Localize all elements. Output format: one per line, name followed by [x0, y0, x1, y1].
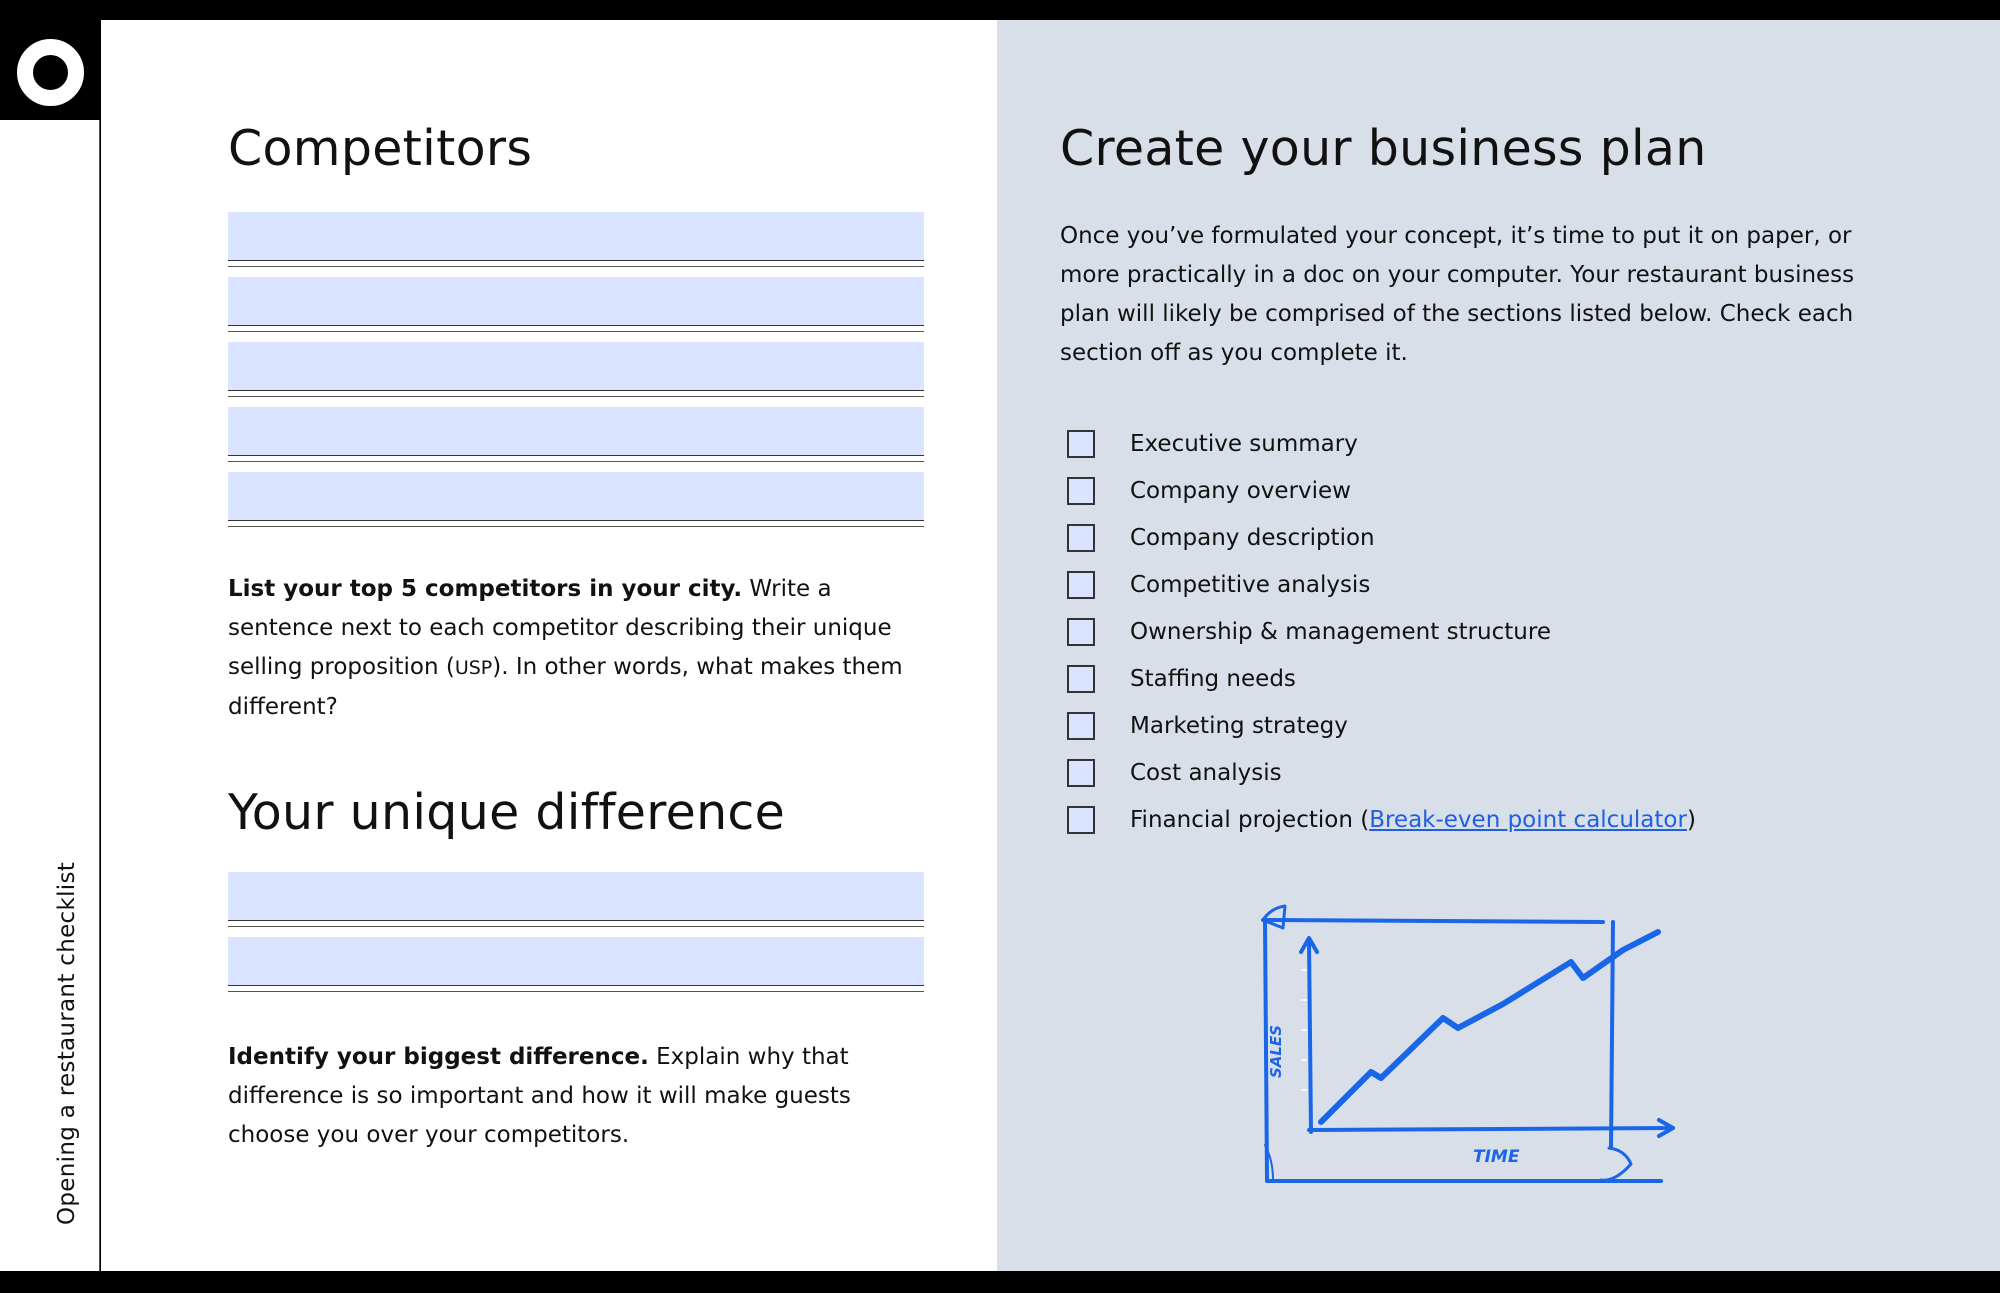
checklist-item: [1067, 514, 1696, 561]
checklist-item: [1067, 420, 1696, 467]
checkbox[interactable]: [1067, 618, 1095, 646]
business-plan-heading: Create your business plan: [1060, 120, 1707, 177]
competitor-field-1[interactable]: [228, 212, 924, 261]
unique-difference-heading: Your unique difference: [228, 784, 786, 841]
checklist-item-label: Staffing needs: [1130, 665, 1296, 692]
checkbox[interactable]: [1067, 712, 1095, 740]
checklist-item-label: Ownership & management structure: [1130, 618, 1551, 645]
checklist-item-label: Executive summary: [1130, 430, 1358, 457]
difference-instruction-text: Explain why that difference is so important and how it will make guests choose you over your competitors.: [228, 1044, 851, 1148]
document-title-vertical: Opening a restaurant checklist: [54, 861, 80, 1225]
checkbox[interactable]: [1067, 806, 1095, 834]
competitors-instruction-text-1: Write a sentence next to each competitor describing their unique selling proposition (: [228, 576, 892, 680]
x-axis: [1309, 1128, 1673, 1130]
checklist-item: [1067, 608, 1696, 655]
checklist-item-label: [1130, 807, 1696, 833]
difference-field-1[interactable]: [228, 872, 924, 921]
x-axis-label: TIME: [1473, 1147, 1520, 1167]
right-panel: [997, 20, 2000, 1271]
checklist-item: [1067, 655, 1696, 702]
usp-abbr: USP: [454, 657, 493, 679]
left-panel: [101, 20, 997, 1271]
competitors-instructions: [228, 570, 928, 727]
sales-growth-illustration: [1253, 900, 1703, 1200]
checklist-item: [1067, 702, 1696, 749]
checkbox[interactable]: [1067, 477, 1095, 505]
competitor-field-5[interactable]: [228, 472, 924, 521]
checklist-item-label: Competitive analysis: [1130, 571, 1371, 598]
checklist-item: [1067, 796, 1696, 843]
break-even-calculator-link[interactable]: Break-even point calculator: [1369, 806, 1687, 833]
checklist-item-label: Cost analysis: [1130, 759, 1282, 786]
financial-projection-suffix: ): [1686, 806, 1696, 833]
financial-projection-label: Financial projection (: [1130, 806, 1370, 833]
competitor-field-4[interactable]: [228, 407, 924, 456]
checkbox[interactable]: [1067, 665, 1095, 693]
business-plan-intro: Once you’ve formulated your concept, it’s time to put it on paper, or more practically in a doc on your computer. Your restaurant business plan will likely be comprised of the sections listed below. Check each section off as you complete it.: [1060, 223, 1855, 366]
competitors-instruction-bold: List your top 5 competitors in your city.: [228, 576, 743, 602]
checkbox[interactable]: [1067, 430, 1095, 458]
y-axis: [1309, 940, 1311, 1132]
logo: [0, 20, 100, 120]
business-plan-checklist: [1067, 420, 1696, 843]
competitors-instruction-text-2: ). In other words, what makes them different?: [228, 654, 903, 720]
logo-ring-icon: [17, 39, 84, 106]
competitors-heading: Competitors: [228, 120, 533, 177]
top-frame-bar: [0, 0, 2000, 20]
sketch-frame-top: [1263, 920, 1603, 922]
difference-instruction-bold: Identify your biggest difference.: [228, 1044, 649, 1070]
competitor-field-3[interactable]: [228, 342, 924, 391]
sales-growth-line: [1321, 932, 1658, 1122]
checklist-item-label: Company overview: [1130, 477, 1351, 504]
competitor-field-2[interactable]: [228, 277, 924, 326]
checklist-item-label: Marketing strategy: [1130, 712, 1348, 739]
checkbox[interactable]: [1067, 571, 1095, 599]
checkbox[interactable]: [1067, 524, 1095, 552]
competitor-fields: [228, 212, 924, 537]
checklist-item-label: Company description: [1130, 524, 1375, 551]
checklist-item: [1067, 467, 1696, 514]
checklist-item: [1067, 749, 1696, 796]
difference-instructions: [228, 1038, 908, 1155]
checkbox[interactable]: [1067, 759, 1095, 787]
bottom-frame-bar: [0, 1271, 2000, 1293]
checklist-item: [1067, 561, 1696, 608]
sidebar: [0, 20, 100, 1271]
difference-fields: [228, 872, 924, 1002]
y-axis-label: SALES: [1267, 1024, 1285, 1078]
sketch-corner-curl-bottom: [1601, 1148, 1631, 1180]
difference-field-2[interactable]: [228, 937, 924, 986]
